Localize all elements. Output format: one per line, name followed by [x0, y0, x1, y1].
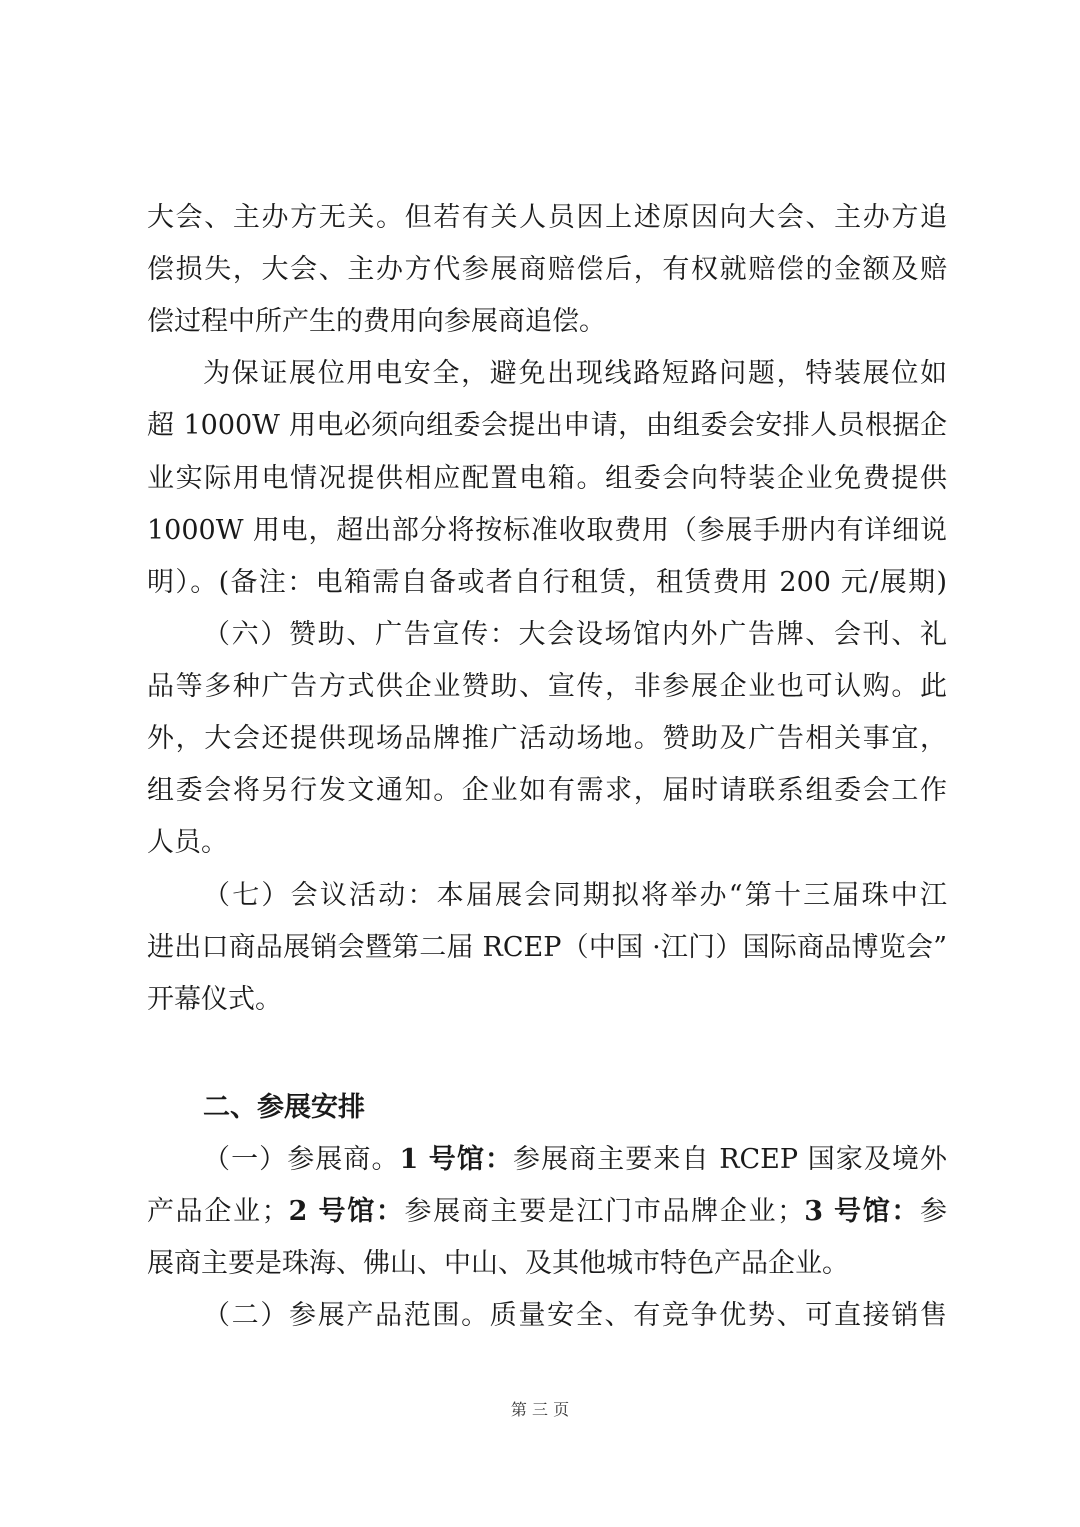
hall-label: 2 号馆： [288, 1196, 405, 1227]
text-line: 超 1000W 用电必须向组委会提出申请，由组委会安排人员根据企 [147, 410, 947, 441]
text-line: 组委会将另行发文通知。企业如有需求，届时请联系组委会工作 [147, 775, 947, 806]
paragraph-first-line: 为保证展位用电安全，避免出现线路短路问题，特装展位如 [203, 358, 947, 389]
text-line: 明）。(备注：电箱需自备或者自行租赁，租赁费用 200 元/展期) [147, 567, 947, 598]
text-line [147, 1192, 947, 1232]
text-line: 品等多种广告方式供企业赞助、宣传，非参展企业也可认购。此 [147, 671, 947, 702]
text-line: 1000W 用电，超出部分将按标准收取费用（参展手册内有详细说 [147, 515, 947, 546]
text-line: 外，大会还提供现场品牌推广活动场地。赞助及广告相关事宜， [147, 723, 947, 754]
paragraph-first-line: （二）参展产品范围。质量安全、有竞争优势、可直接销售 [203, 1300, 947, 1331]
paragraph-first-line [203, 1140, 947, 1180]
text-span: 参 [920, 1196, 947, 1227]
text-line: 大会、主办方无关。但若有关人员因上述原因向大会、主办方追 [147, 202, 947, 233]
section-heading: 二、参展安排 [203, 1092, 365, 1123]
paragraph-first-line: （六）赞助、广告宣传：大会设场馆内外广告牌、会刊、礼 [203, 619, 947, 650]
text-line: 业实际用电情况提供相应配置电箱。组委会向特装企业免费提供 [147, 463, 947, 494]
text-span: 产品企业； [147, 1196, 289, 1227]
paragraph-first-line: （七）会议活动：本届展会同期拟将举办“第十三届珠中江 [203, 880, 947, 911]
text-line: 偿过程中所产生的费用向参展商追偿。 [147, 306, 606, 337]
hall-label: 3 号馆： [804, 1196, 921, 1227]
text-line: 人员。 [147, 827, 228, 858]
hall-label: 1 号馆： [399, 1144, 514, 1175]
text-line: 展商主要是珠海、佛山、中山、及其他城市特色产品企业。 [147, 1248, 849, 1279]
page-number: 第 三 页 [510, 1400, 570, 1419]
text-line: 开幕仪式。 [147, 984, 282, 1015]
text-line: 偿损失，大会、主办方代参展商赔偿后，有权就赔偿的金额及赔 [147, 254, 947, 285]
text-line: 进出口商品展销会暨第二届 RCEP（中国 ·江门）国际商品博览会” [147, 932, 947, 963]
text-span: 参展商主要是江门市品牌企业； [404, 1196, 805, 1227]
text-span: 参展商主要来自 RCEP 国家及境外 [513, 1144, 947, 1175]
text-span: （一）参展商。 [203, 1144, 400, 1175]
